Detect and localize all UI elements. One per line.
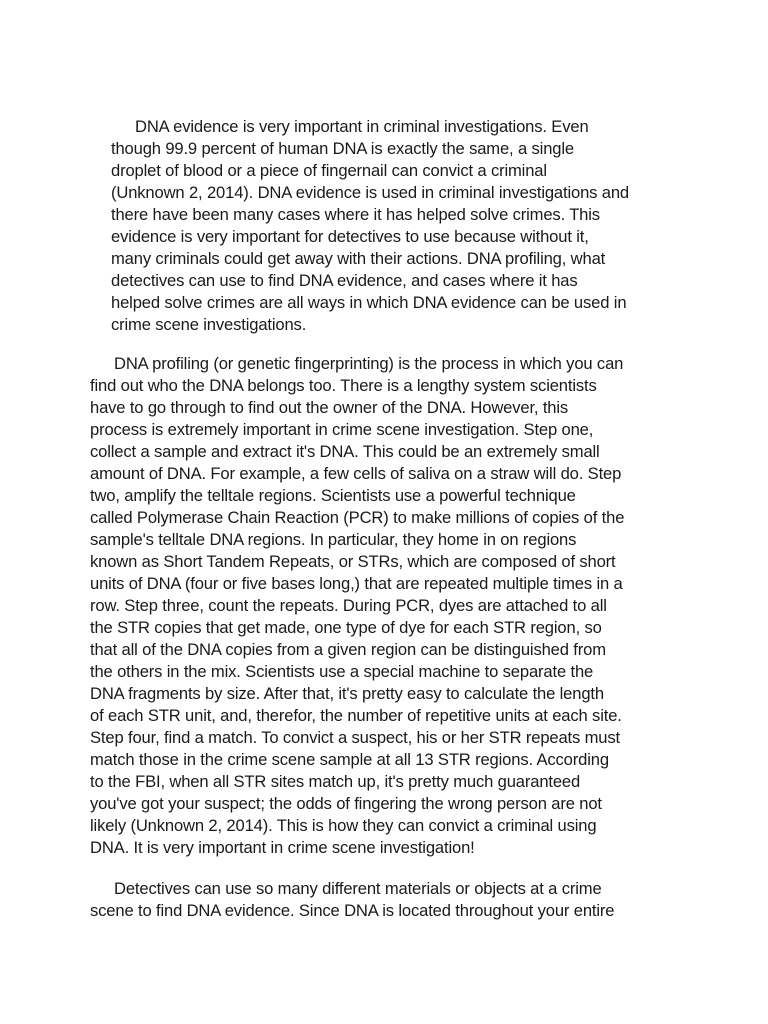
text-line: crime scene investigations.: [111, 315, 307, 334]
text-line: match those in the crime scene sample at all 13 STR regions. According: [90, 750, 609, 769]
text-line: units of DNA (four or five bases long,) that are repeated multiple times in a: [90, 574, 623, 593]
text-line: Step four, find a match. To convict a suspect, his or her STR repeats must: [90, 728, 620, 747]
text-line: to the FBI, when all STR sites match up, it's pretty much guaranteed: [90, 772, 581, 791]
text-line: DNA fragments by size. After that, it's pretty easy to calculate the length: [90, 684, 604, 703]
text-line: called Polymerase Chain Reaction (PCR) to make millions of copies of the: [90, 508, 625, 527]
text-line: that all of the DNA copies from a given region can be distinguished from: [90, 640, 606, 659]
text-line: sample's telltale DNA regions. In particular, they home in on regions: [90, 530, 577, 549]
paragraph-detectives: [90, 878, 614, 922]
text-line: droplet of blood or a piece of fingernail can convict a criminal: [111, 161, 547, 180]
text-line: evidence is very important for detectives to use because without it,: [111, 227, 589, 246]
text-line: DNA. It is very important in crime scene investigation!: [90, 838, 475, 857]
text-line: (Unknown 2, 2014). DNA evidence is used in criminal investigations and: [111, 183, 630, 202]
text-line: there have been many cases where it has helped solve crimes. This: [111, 205, 600, 224]
text-line: find out who the DNA belongs too. There is a lengthy system scientists: [90, 376, 597, 395]
text-line: amount of DNA. For example, a few cells of saliva on a straw will do. Step: [90, 464, 622, 483]
text-line: row. Step three, count the repeats. During PCR, dyes are attached to all: [90, 596, 607, 615]
text-line: helped solve crimes are all ways in which DNA evidence can be used in: [111, 293, 627, 312]
text-line: collect a sample and extract it's DNA. This could be an extremely small: [90, 442, 600, 461]
text-line: DNA profiling (or genetic fingerprinting) is the process in which you can: [114, 354, 624, 373]
text-line: likely (Unknown 2, 2014). This is how they can convict a criminal using: [90, 816, 597, 835]
text-line: you've got your suspect; the odds of fingering the wrong person are not: [90, 794, 602, 813]
text-line: though 99.9 percent of human DNA is exactly the same, a single: [111, 139, 574, 158]
text-line: many criminals could get away with their actions. DNA profiling, what: [111, 249, 606, 268]
text-line: detectives can use to find DNA evidence, and cases where it has: [111, 271, 578, 290]
paragraph-dna-profiling: [90, 353, 624, 859]
paragraph-intro: [111, 116, 629, 336]
text-line: scene to find DNA evidence. Since DNA is located throughout your entire: [90, 901, 615, 920]
text-line: of each STR unit, and, therefor, the number of repetitive units at each site.: [90, 706, 622, 725]
text-line: Detectives can use so many different materials or objects at a crime: [114, 879, 602, 898]
text-line: two, amplify the telltale regions. Scientists use a powerful technique: [90, 486, 576, 505]
text-line: the STR copies that get made, one type of dye for each STR region, so: [90, 618, 602, 637]
text-line: the others in the mix. Scientists use a special machine to separate the: [90, 662, 594, 681]
text-line: process is extremely important in crime scene investigation. Step one,: [90, 420, 594, 439]
text-line: DNA evidence is very important in criminal investigations. Even: [135, 117, 589, 136]
text-line: have to go through to find out the owner of the DNA. However, this: [90, 398, 569, 417]
text-line: known as Short Tandem Repeats, or STRs, which are composed of short: [90, 552, 616, 571]
